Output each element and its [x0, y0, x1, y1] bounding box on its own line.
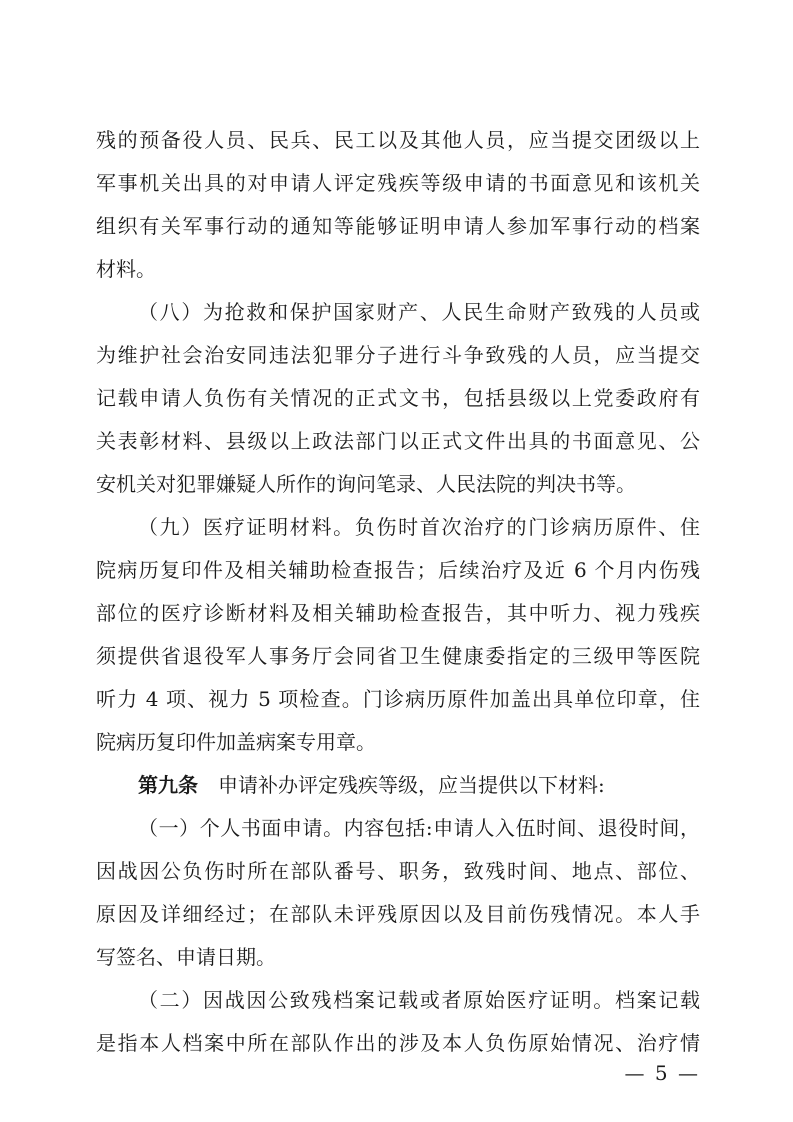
body-text-line: 记载申请人负伤有关情况的正式文书，包括县级以上党委政府有	[96, 386, 700, 410]
paragraph-first-line: （二）因战因公致残档案记载或者原始医疗证明。档案记载	[138, 988, 700, 1012]
body-text-line: 残的预备役人员、民兵、民工以及其他人员，应当提交团级以上	[96, 128, 700, 152]
article-heading-line	[138, 773, 700, 797]
body-text-line: 写签名、申请日期。	[96, 945, 276, 969]
body-text-line: 原因及详细经过；在部队未评残原因以及目前伤残情况。本人手	[96, 902, 700, 926]
page-number: — 5 —	[624, 1061, 700, 1085]
body-text-line: 材料。	[96, 257, 156, 281]
body-text-line: 安机关对犯罪嫌疑人所作的询问笔录、人民法院的判决书等。	[96, 472, 636, 496]
paragraph-first-line: （一）个人书面申请。内容包括:申请人入伍时间、退役时间，	[138, 816, 700, 840]
body-text-line: 须提供省退役军人事务厅会同省卫生健康委指定的三级甲等医院	[96, 644, 700, 668]
body-text-line: 因战因公负伤时所在部队番号、职务，致残时间、地点、部位、	[96, 859, 700, 883]
body-text-line: 组织有关军事行动的通知等能够证明申请人参加军事行动的档案	[96, 214, 700, 238]
body-text-line: 关表彰材料、县级以上政法部门以正式文件出具的书面意见、公	[96, 429, 700, 453]
body-text-line: 为维护社会治安同违法犯罪分子进行斗争致残的人员，应当提交	[96, 343, 700, 367]
body-text-line: 院病历复印件及相关辅助检查报告；后续治疗及近 6 个月内伤残	[96, 558, 700, 582]
body-text-line: 听力 4 项、视力 5 项检查。门诊病历原件加盖出具单位印章，住	[96, 687, 700, 711]
article-text: 申请补办评定残疾等级，应当提供以下材料:	[218, 773, 605, 797]
article-label: 第九条	[138, 773, 198, 797]
paragraph-first-line: （九）医疗证明材料。负伤时首次治疗的门诊病历原件、住	[138, 515, 700, 539]
body-text-line: 军事机关出具的对申请人评定残疾等级申请的书面意见和该机关	[96, 171, 700, 195]
paragraph-first-line: （八）为抢救和保护国家财产、人民生命财产致残的人员或	[138, 300, 700, 324]
body-text-line: 是指本人档案中所在部队作出的涉及本人负伤原始情况、治疗情	[96, 1031, 700, 1055]
body-text-line: 部位的医疗诊断材料及相关辅助检查报告，其中听力、视力残疾	[96, 601, 700, 625]
body-text-line: 院病历复印件加盖病案专用章。	[96, 730, 376, 754]
